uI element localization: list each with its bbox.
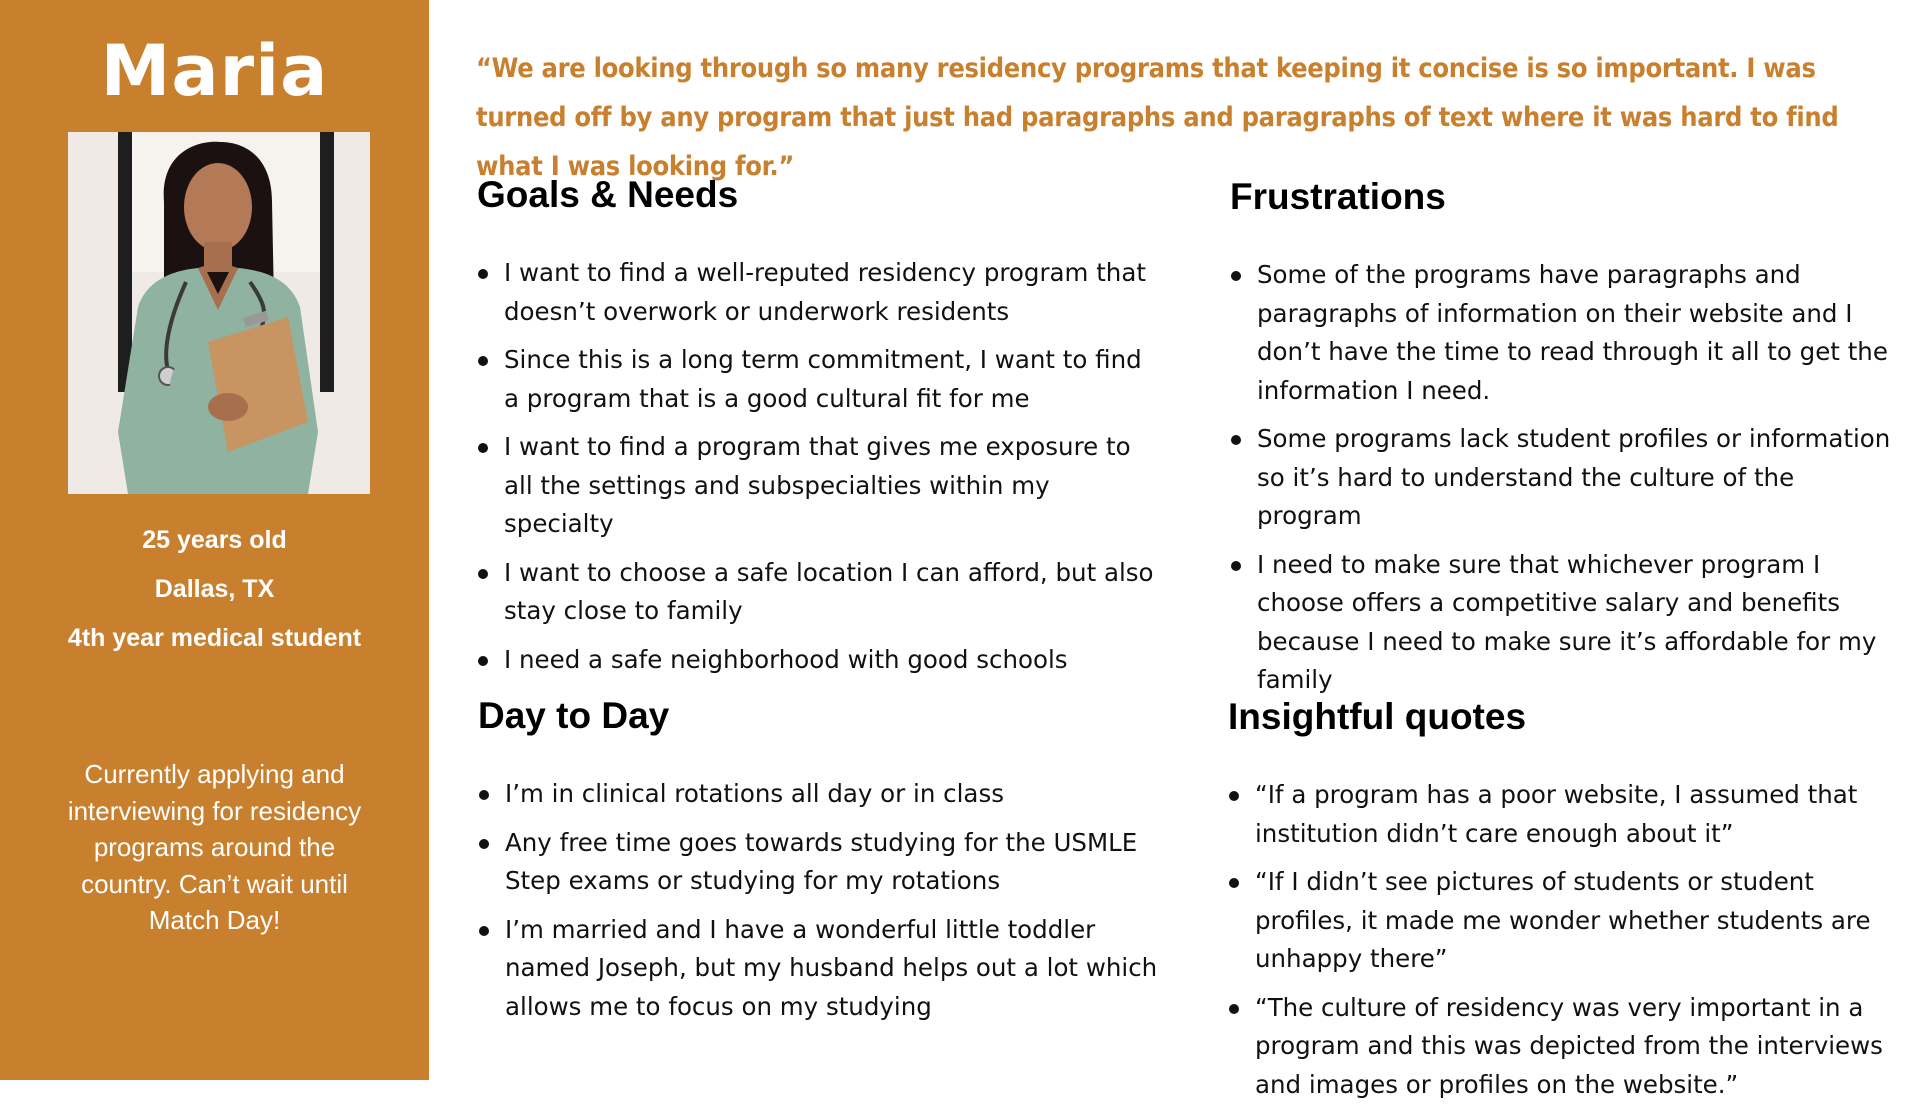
bullet-icon bbox=[1231, 271, 1241, 281]
frustrations-section bbox=[1230, 176, 1905, 710]
section-title: Day to Day bbox=[478, 695, 670, 736]
list-item bbox=[478, 775, 1158, 814]
bullet-icon bbox=[1229, 791, 1239, 801]
section-title: Goals & Needs bbox=[477, 174, 739, 215]
persona-role: 4th year medical student bbox=[67, 624, 362, 652]
list-item bbox=[478, 911, 1158, 1027]
list-item bbox=[1228, 863, 1905, 979]
persona-name: Maria bbox=[100, 30, 329, 112]
day-to-day-section bbox=[478, 695, 1158, 1036]
list-item-text: Since this is a long term commitment, I want to find a program that is a good cultural fit for me bbox=[504, 345, 1142, 413]
list-item bbox=[477, 254, 1157, 331]
persona-quote: “We are looking through so many residency programs that keeping it concise is so important. I was turned off by any program that just had paragraphs and paragraphs of text where it was hard to find what I was looking for.” bbox=[476, 53, 1839, 182]
section-title: Frustrations bbox=[1230, 176, 1446, 217]
goals-needs-section bbox=[477, 174, 1157, 689]
day-to-day-list bbox=[478, 775, 1158, 1026]
bullet-icon bbox=[479, 839, 489, 849]
list-item bbox=[1228, 989, 1905, 1105]
bullet-icon bbox=[478, 656, 488, 666]
list-item-text: I need a safe neighborhood with good schools bbox=[504, 644, 1068, 674]
list-item bbox=[477, 554, 1157, 631]
list-item-text: I need to make sure that whichever program I choose offers a competitive salary and benefits because I need to make sure it’s affordable for my family bbox=[1257, 549, 1877, 694]
bullet-icon bbox=[1229, 878, 1239, 888]
goals-list bbox=[477, 254, 1157, 679]
persona-photo-illustration bbox=[68, 132, 370, 494]
list-item-text: “The culture of residency was very important in a program and this was depicted from the interviews and images or profiles on the website.” bbox=[1255, 992, 1883, 1099]
persona-sidebar bbox=[0, 0, 429, 1080]
persona-facts bbox=[0, 520, 429, 667]
frustrations-list bbox=[1230, 256, 1905, 700]
list-item-text: I’m married and I have a wonderful little toddler named Joseph, but my husband helps out a lot which allows me to focus on my studying bbox=[505, 914, 1158, 1021]
bullet-icon bbox=[479, 926, 489, 936]
list-item-text: Any free time goes towards studying for the USMLE Step exams or studying for my rotations bbox=[505, 827, 1138, 895]
list-item bbox=[1230, 256, 1905, 410]
insightful-quotes-section bbox=[1228, 696, 1905, 1114]
list-item bbox=[477, 428, 1157, 544]
quotes-list bbox=[1228, 776, 1905, 1104]
list-item-text: “If I didn’t see pictures of students or student profiles, it made me wonder whether students are unhappy there” bbox=[1255, 867, 1871, 973]
persona-location: Dallas, TX bbox=[154, 575, 275, 603]
bullet-icon bbox=[478, 443, 488, 453]
list-item bbox=[477, 341, 1157, 418]
bullet-icon bbox=[478, 569, 488, 579]
list-item bbox=[477, 641, 1157, 680]
list-item-text: I’m in clinical rotations all day or in class bbox=[505, 779, 1004, 808]
bullet-icon bbox=[478, 356, 488, 366]
persona-bio: Currently applying and interviewing for residency programs around the country. Can’t wait until Match Day! bbox=[67, 759, 362, 935]
list-item bbox=[1228, 776, 1905, 853]
list-item bbox=[1230, 420, 1905, 536]
bullet-icon bbox=[1231, 435, 1241, 445]
list-item-text: “If a program has a poor website, I assumed that institution didn’t care enough about it” bbox=[1255, 780, 1858, 848]
persona-photo bbox=[68, 132, 370, 494]
list-item bbox=[478, 824, 1158, 901]
bullet-icon bbox=[478, 269, 488, 279]
list-item-text: I want to find a well-reputed residency program that doesn’t overwork or underwork residents bbox=[504, 258, 1146, 326]
bullet-icon bbox=[479, 790, 489, 800]
list-item-text: I want to find a program that gives me exposure to all the settings and subspecialties within my specialty bbox=[504, 432, 1131, 538]
bullet-icon bbox=[1231, 561, 1241, 571]
list-item-text: Some of the programs have paragraphs and paragraphs of information on their website and I don’t have the time to read through it all to get the information I need. bbox=[1257, 260, 1888, 405]
list-item-text: Some programs lack student profiles or information so it’s hard to understand the culture of the program bbox=[1257, 424, 1891, 530]
persona-age: 25 years old bbox=[142, 526, 287, 554]
list-item-text: I want to choose a safe location I can afford, but also stay close to family bbox=[504, 557, 1154, 625]
bullet-icon bbox=[1229, 1004, 1239, 1014]
list-item bbox=[1230, 546, 1905, 700]
section-title: Insightful quotes bbox=[1228, 696, 1527, 737]
